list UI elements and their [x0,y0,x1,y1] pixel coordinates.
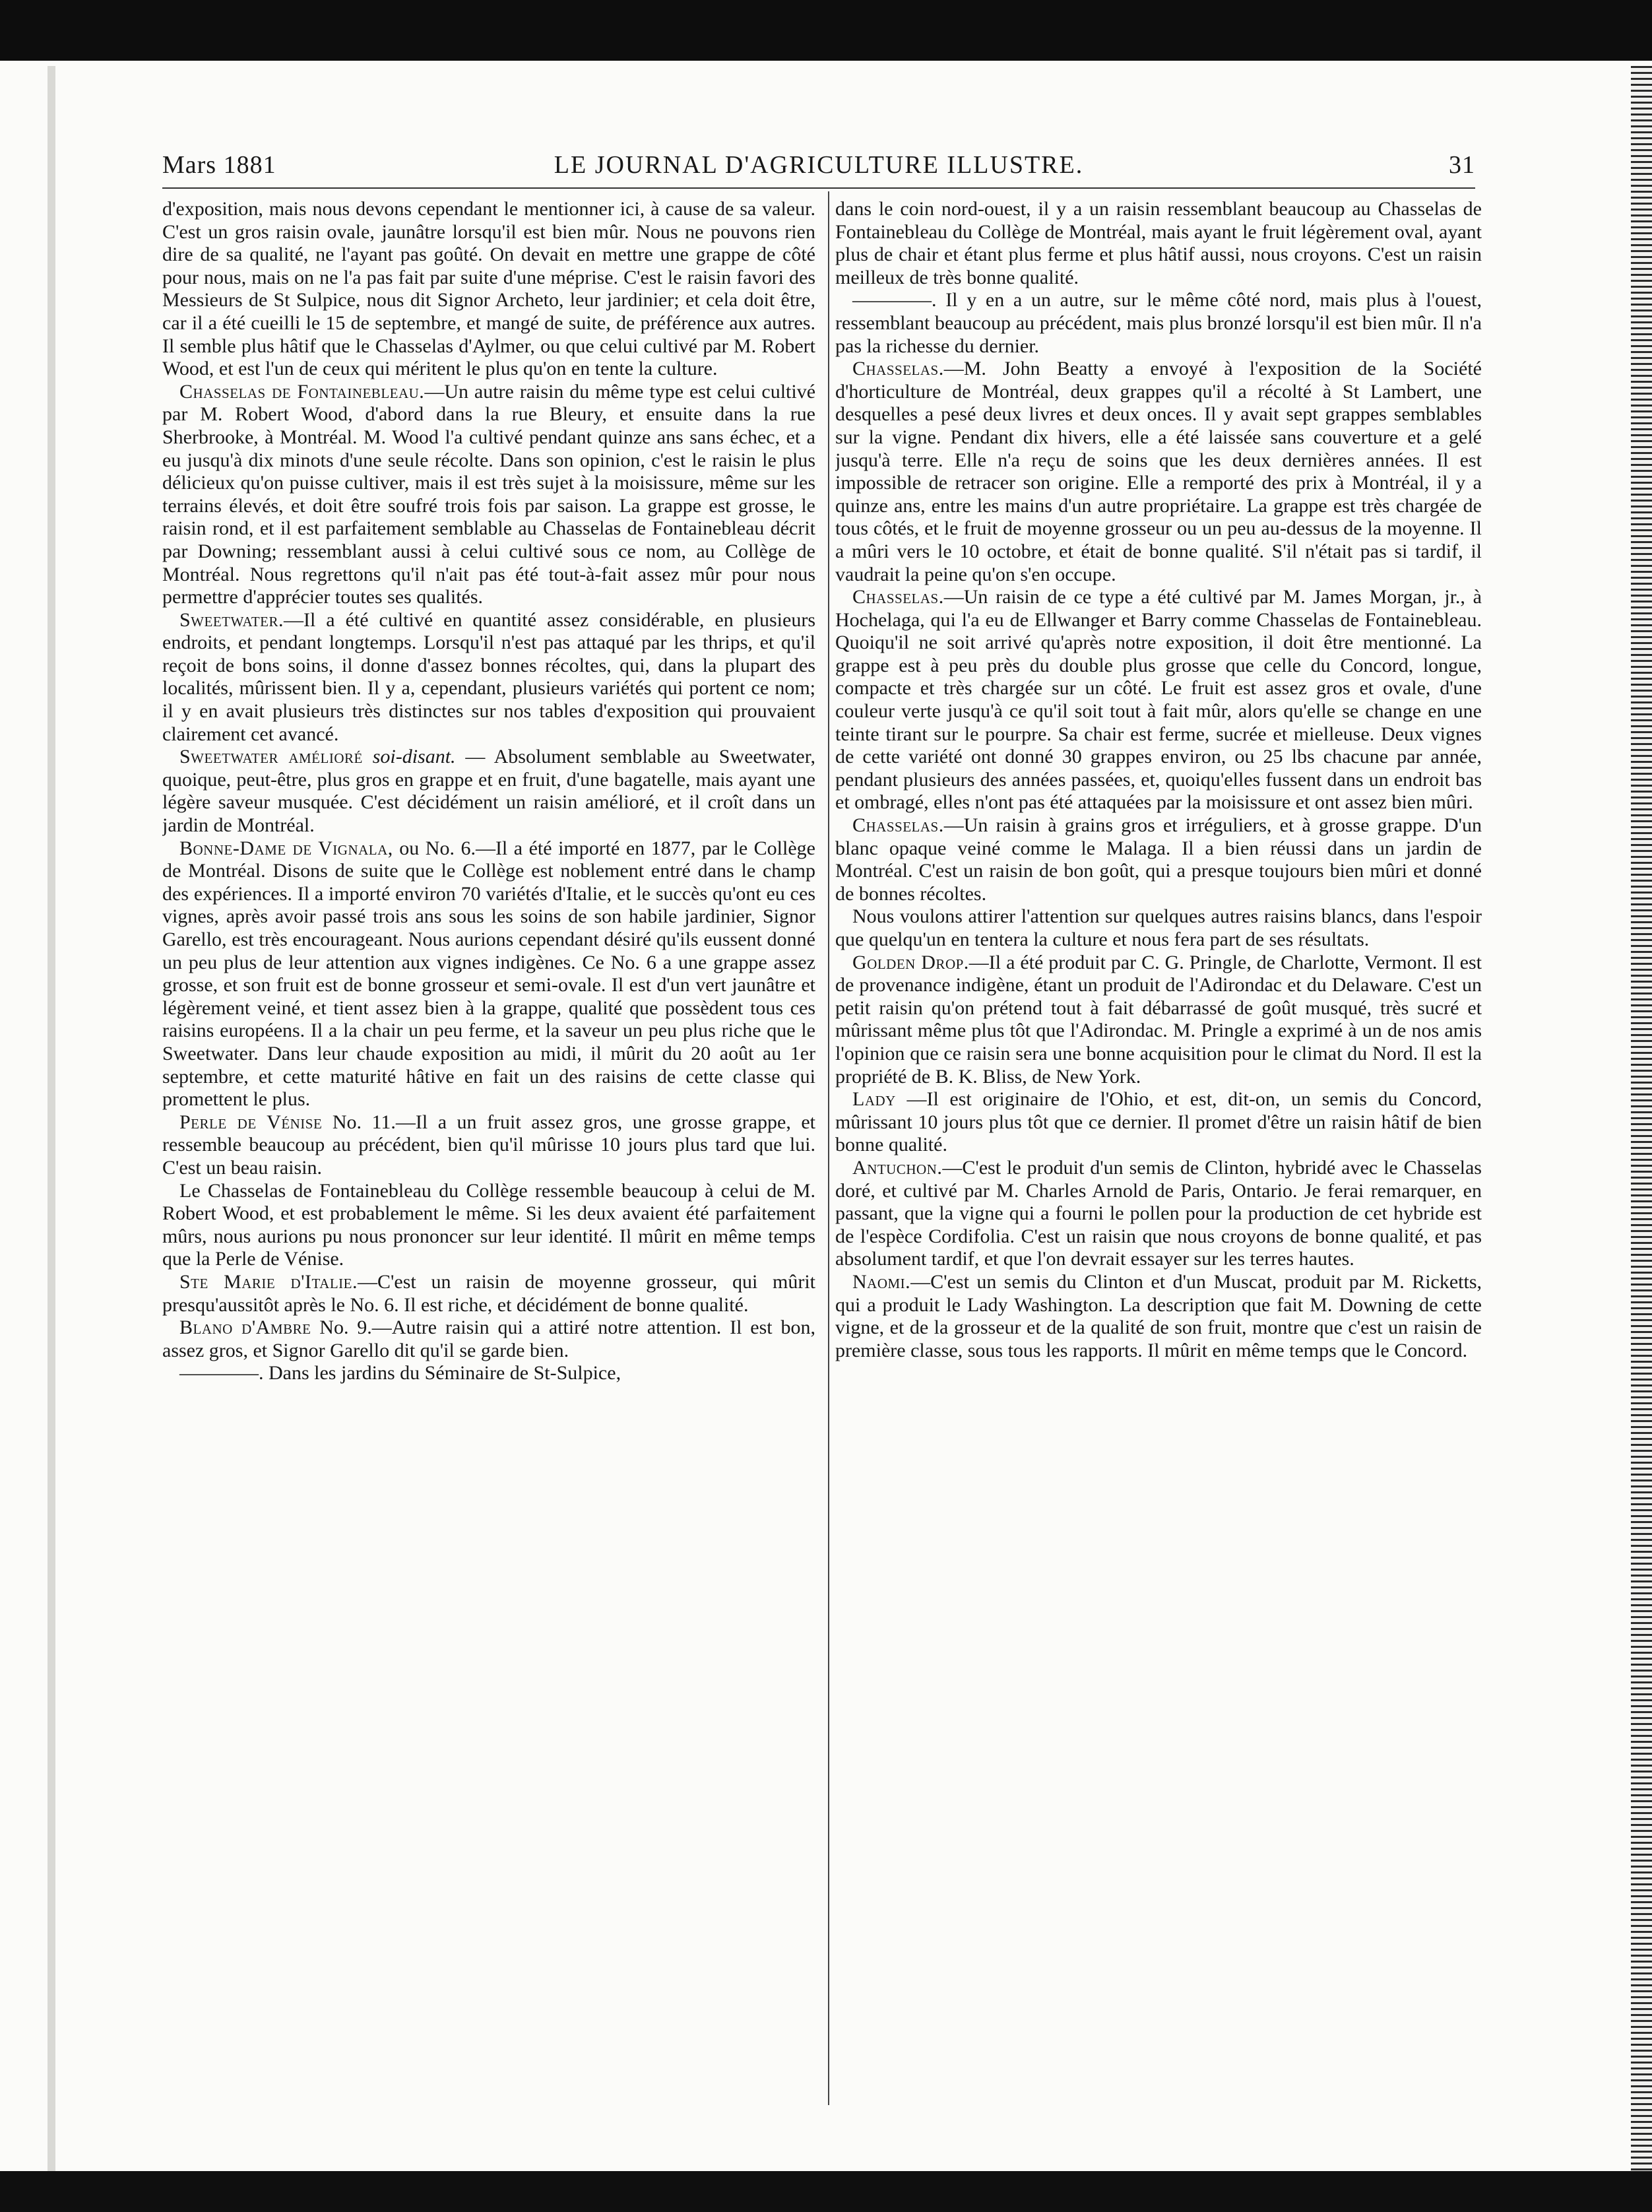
paragraph: Nous voulons attirer l'attention sur quelques autres raisins blancs, dans l'espoir que quelqu'un en tentera la culture et nous fera part de ses résultats. [835,905,1482,950]
entry-heading: Sweetwater amélioré [179,746,363,768]
column-divider [828,191,829,2105]
entry-heading: Sweetwater. [179,608,284,631]
entry-heading: Golden Drop. [852,951,969,973]
paragraph: d'exposition, mais nous devons cependant le mentionner ici, à cause de sa valeur. C'est un gros raisin ovale, jaunâtre lorsqu'il est bien mûr. Nous ne pouvons rien dire de sa qualité, ne l'ayant pas goûté. On devait en mettre une grappe de côté pour nous, mais on ne l'a pas fait par suite d'une méprise. C'est le raisin favori des Messieurs de St Sulpice, nous dit Signor Archeto, leur jardinier; et cela doit être, car il a été cueilli le 15 de septembre, et mangé de suite, de préférence aux autres. Il semble plus hâtif que le Chasselas d'Aylmer, ou que celui cultivé par M. Robert Wood, et est l'un de ceux qui méritent le plus qu'on en tente la culture. [162,198,815,380]
paragraph: Chasselas.—Un raisin de ce type a été cultivé par M. James Morgan, jr., à Hochelaga, qui l'a eu de Ellwanger et Barry comme Chasselas de Fontainebleau. Quoiqu'il ne soit arrivé qu'après notre exposition, il doit être mentionné. La grappe est à peu près du double plus grosse que celle du Concord, longue, compacte et très chargée sur un côté. Le fruit est assez gros et ovale, d'une couleur verte jusqu'à ce qu'il soit tout à fait mûr, alors qu'elle se change en une teinte tirant sur le pourpre. Sa chair est ferme, sucrée et mielleuse. Deux vignes de cette variété ont donné 30 grappes environ, ou 25 lbs chacune par année, pendant plusieurs des années passées, et, quoiqu'elles fussent dans un endroit bas et ombragé, elles n'ont pas été attaquées par la moisissure et ont assez bien mûri. [835,586,1482,814]
paragraph: Ste Marie d'Italie.—C'est un raisin de moyenne grosseur, qui mûrit presqu'aussitôt après le No. 6. Il est riche, et décidément de bonne qualité. [162,1270,815,1316]
page-number: 31 [1449,151,1475,179]
entry-heading: Antuchon. [852,1156,943,1179]
entry-heading: Chasselas. [852,814,944,837]
paragraph: ————. Dans les jardins du Séminaire de St-Sulpice, [179,1362,621,1384]
paragraph: Golden Drop.—Il a été produit par C. G. Pringle, de Charlotte, Vermont. Il est de provenance indigène, étant un produit de l'Adirondac et du Delaware. C'est un petit raisin qu'on prétend tout à fait débarrassé de goût musqué, très sucré et mûrissant même plus tôt que l'Adirondac. M. Pringle a exprimé à un de nos amis l'opinion que ce raisin sera une bonne acquisition pour le climat du Nord. Il est la propriété de B. K. Bliss, de New York. [835,951,1482,1088]
issue-date: Mars 1881 [162,151,276,179]
entry-heading: Chasselas de Fontainebleau. [179,380,425,403]
page-header [162,144,1475,185]
paragraph: Antuchon.—C'est le produit d'un semis de Clinton, hybridé avec le Chasselas doré, et cultivé par M. Charles Arnold de Paris, Ontario. Je ferai remarquer, en passant, que la vigne qui a fourni le pollen pour la production de cet hybride est de l'espèce Cordifolia. C'est un raisin que nous croyons de bonne qualité, et pas absolument tardif, et que l'on devrait essayer sur les terres hautes. [835,1156,1482,1270]
entry-heading: Perle de Vénise [179,1111,323,1133]
paragraph: Bonne-Dame de Vignala, ou No. 6.—Il a été importé en 1877, par le Collège de Montréal. Disons de suite que le Collège est noblement entré dans le champ des expériences. Il a importé environ 70 variétés d'Italie, et le succès qu'ont eu ces vignes, après avoir passé trois ans sous les soins de son habile jardinier, Signor Garello, est très encourageant. Nous aurions cependant désiré qu'ils eussent donné un peu plus de leur attention aux vignes indigènes. Ce No. 6 a une grappe assez grosse, et son fruit est de bonne grosseur et semi-ovale. Il est d'un vert jaunâtre et légèrement veiné, et tient assez bien à la grappe, qualité que possèdent tous ces raisins européens. Il a la chair un peu ferme, et la saveur un peu plus riche que le Sweetwater. Dans leur chaude exposition au midi, il mûrit du 20 août au 1er septembre, et cette maturité hâtive en fait un des raisins de cette classe qui promettent le plus. [162,837,815,1111]
paragraph: Chasselas.—Un raisin à grains gros et irréguliers, et à grosse grappe. D'un blanc opaque veiné comme le Malaga. Il a bien réussi dans un jardin de Montréal. C'est un raisin de bon goût, qui a presque toujours bien mûri et donné de bonnes récoltes. [835,814,1482,905]
entry-heading: Blano d'Ambre [179,1317,311,1339]
scan-bottom-border [0,2171,1652,2212]
paragraph: Lady —Il est originaire de l'Ohio, et est, dit-on, un semis du Concord, mûrissant 10 jours plus tôt que ce dernier. Il promet d'être un raisin hâtif de bien bonne qualité. [835,1088,1482,1156]
paragraph: Sweetwater.—Il a été cultivé en quantité assez considérable, en plusieurs endroits, et pendant longtemps. Lorsqu'il n'est pas attaqué par les thrips, et qu'il reçoit de bons soins, il donne d'assez bonnes récoltes, qui, dans la plupart des localités, mûrissent bien. Il y a, cependant, plusieurs variétés qui portent ce nom; il y en avait plusieurs très distinctes sur nos tables d'exposition qui prouvaient clairement cet avancé. [162,608,815,745]
paragraph: Naomi.—C'est un semis du Clinton et d'un Muscat, produit par M. Ricketts, qui a produit le Lady Washington. La description que fait M. Downing de cette vigne, et de la grosseur et de la qualité de son fruit, montre que c'est un raisin de première classe, sous tous les rapports. Il mûrit en même temps que le Concord. [835,1270,1482,1361]
paragraph: Chasselas de Fontainebleau.—Un autre raisin du même type est celui cultivé par M. Robert Wood, d'abord dans la rue Bleury, et ensuite dans la rue Sherbrooke, à Montréal. M. Wood l'a cultivé pendant quinze ans sans échec, et a eu jusqu'à dix minots d'une seule récolte. Dans son opinion, c'est le raisin le plus délicieux qu'on puisse cultiver, mais il est très sujet à la moisissure, même sur les terrains élevés, et doit être soufré trois fois par saison. La grappe est grosse, le raisin rond, et il est parfaitement semblable au Chasselas de Fontainebleau décrit par Downing; ressemblant aussi à celui cultivé sous ce nom, au Collège de Montréal. Nous regrettons qu'il n'ait pas été tout-à-fait assez mûr pour nous permettre d'apprécier toutes ses qualités. [162,380,815,608]
entry-heading-italic: soi-disant. [372,746,456,768]
journal-title: LE JOURNAL D'AGRICULTURE ILLUSTRE. [554,151,1084,179]
header-rule [162,187,1475,189]
paragraph: Sweetwater amélioré soi-disant. — Absolument semblable au Sweetwater, quoique, peut-être, plus gros en grappe et en fruit, d'une bagatelle, mais ayant une légère saveur musquée. C'est décidément un raisin amélioré, et il croît dans un jardin de Montréal. [162,746,815,837]
paragraph: Perle de Vénise No. 11.—Il a un fruit assez gros, une grosse grappe, et ressemble beaucoup au précédent, bien qu'il mûrisse 10 jours plus tard que lui. C'est un beau raisin. [162,1111,815,1179]
paragraph: Le Chasselas de Fontainebleau du Collège ressemble beaucoup à celui de M. Robert Wood, et est probablement le même. Si les deux avaient été parfaitement mûrs, nous aurions pu nous prononcer sur leur identité. Il mûrit en même temps que la Perle de Vénise. [162,1179,815,1270]
scan-right-edge [1631,66,1652,2171]
left-column [162,198,815,2098]
paragraph: Blano d'Ambre No. 9.—Autre raisin qui a attiré notre attention. Il est bon, assez gros, et Signor Garello dit qu'il se garde bien. [162,1317,815,1361]
entry-heading: Lady [852,1088,896,1111]
entry-heading: Ste Marie d'Italie. [179,1270,358,1293]
scan-left-edge [48,66,55,2171]
paragraph: ————. Il y en a un autre, sur le même côté nord, mais plus à l'ouest, ressemblant beaucoup au précédent, mais plus bronzé lorsqu'il est bien mûr. Il n'a pas la richesse du dernier. [835,289,1482,357]
entry-heading: Chasselas. [852,586,944,608]
entry-heading: Chasselas. [852,358,944,380]
entry-heading: Bonne-Dame de Vignala, [179,837,393,859]
right-column [835,198,1482,2098]
paragraph: dans le coin nord-ouest, il y a un raisin ressemblant beaucoup au Chasselas de Fontainebleau du Collège de Montréal, mais ayant le fruit légèrement oval, ayant plus de chair et étant plus ferme et plus hâtif aussi, nous croyons. C'est un raisin meilleux de très bonne qualité. [835,198,1482,288]
paragraph: Chasselas.—M. John Beatty a envoyé à l'exposition de la Société d'horticulture de Montréal, deux grappes qu'il a récolté à St Lambert, une desquelles a pesé deux livres et deux onces. Il y avait sept grappes semblables sur la vigne. Pendant dix hivers, elle a été laissée sans couverture et a gelé jusqu'à terre. Elle n'a reçu de soins que les deux dernières années. Il est impossible de retracer son origine. Elle a remporté des prix à Montréal, il y a quinze ans, entre les mains d'un autre propriétaire. La grappe est très chargée de tous côtés, et le fruit de moyenne grosseur ou un peu au-dessus de la moyenne. Il a mûri vers le 10 octobre, et était de bonne qualité. S'il n'était pas si tardif, il vaudrait la peine qu'on s'en occupe. [835,358,1482,585]
entry-heading: Naomi. [852,1270,911,1293]
scan-top-border [0,0,1652,61]
